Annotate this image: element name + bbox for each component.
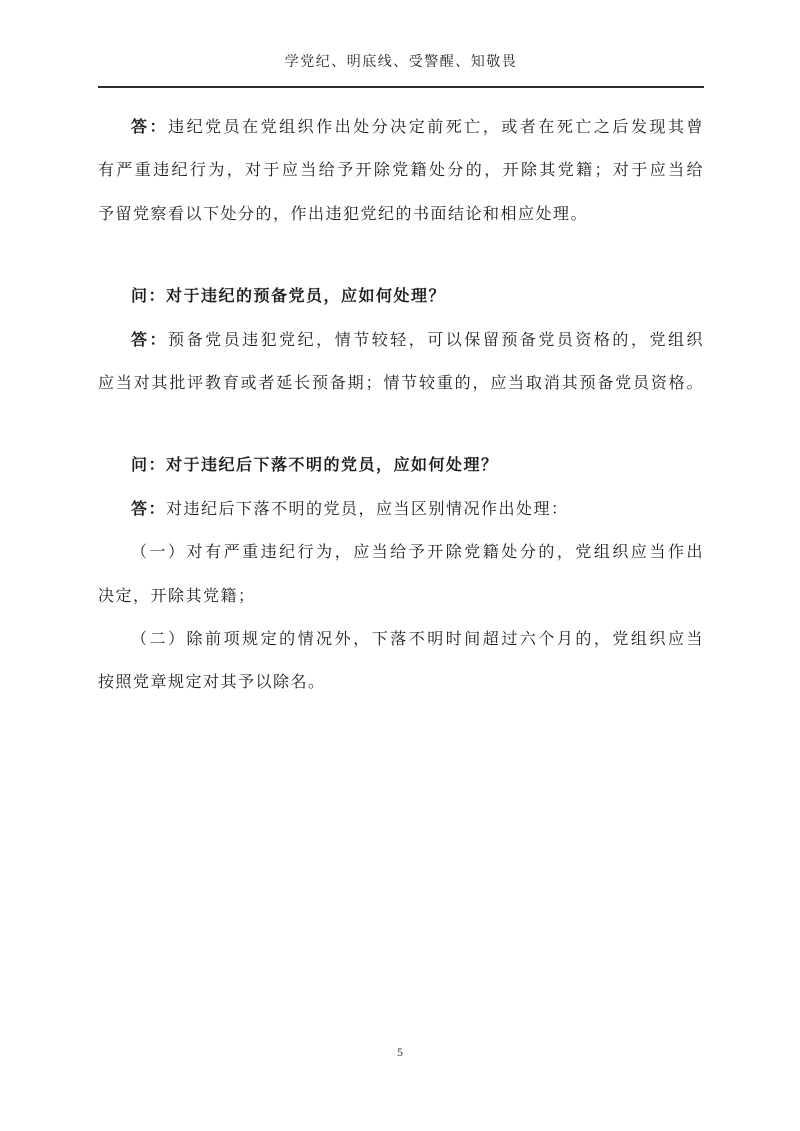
text-segment: 预备党员违犯党纪，情节较轻，可以保留预备党员资格的，党组织 [168, 331, 704, 349]
text-line [98, 488, 704, 531]
header-title: 学党纪、明底线、受警醒、知敬畏 [284, 55, 518, 70]
answer-paragraph-3 [98, 488, 704, 531]
answer-label: 答： [131, 331, 169, 349]
answer-label: 答： [131, 119, 169, 136]
text-line: 按照党章规定对其予以除名。 [98, 674, 326, 692]
answer-paragraph-2 [98, 319, 704, 406]
question-text: 对于违纪后下落不明的党员，应如何处理？ [166, 457, 499, 475]
document-body [98, 106, 704, 705]
text-line [98, 106, 704, 149]
answer-paragraph-1 [98, 106, 704, 236]
question-1 [98, 275, 704, 318]
question-text: 对于违纪的预备党员，应如何处理？ [166, 288, 447, 306]
page-header [98, 50, 704, 88]
question-label: 问： [131, 288, 167, 306]
text-line: 有严重违纪行为，对于应当给予开除党籍处分的，开除其党籍；对于应当给 [98, 162, 704, 180]
text-segment: 违纪党员在党组织作出处分决定前死亡，或者在死亡之后发现其曾 [168, 119, 704, 136]
list-item-1 [98, 531, 704, 618]
text-line: 应当对其批评教育或者延长预备期；情节较重的，应当取消其预备党员资格。 [98, 375, 704, 393]
question-2 [98, 444, 704, 487]
text-line: （二）除前项规定的情况外，下落不明时间超过六个月的，党组织应当 [131, 631, 704, 649]
answer-label: 答： [131, 500, 167, 518]
list-item-2 [98, 618, 704, 705]
text-line: （一）对有严重违纪行为，应当给予开除党籍处分的，党组织应当作出 [131, 544, 704, 562]
page-footer [0, 1042, 800, 1062]
page-number: 5 [397, 1045, 403, 1059]
text-line: 予留党察看以下处分的，作出违犯党纪的书面结论和相应处理。 [98, 205, 589, 223]
text-segment: 对违纪后下落不明的党员，应当区别情况作出处理： [166, 500, 569, 518]
text-line [98, 319, 704, 362]
question-label: 问： [131, 457, 167, 475]
text-line: 决定，开除其党籍； [98, 587, 256, 605]
